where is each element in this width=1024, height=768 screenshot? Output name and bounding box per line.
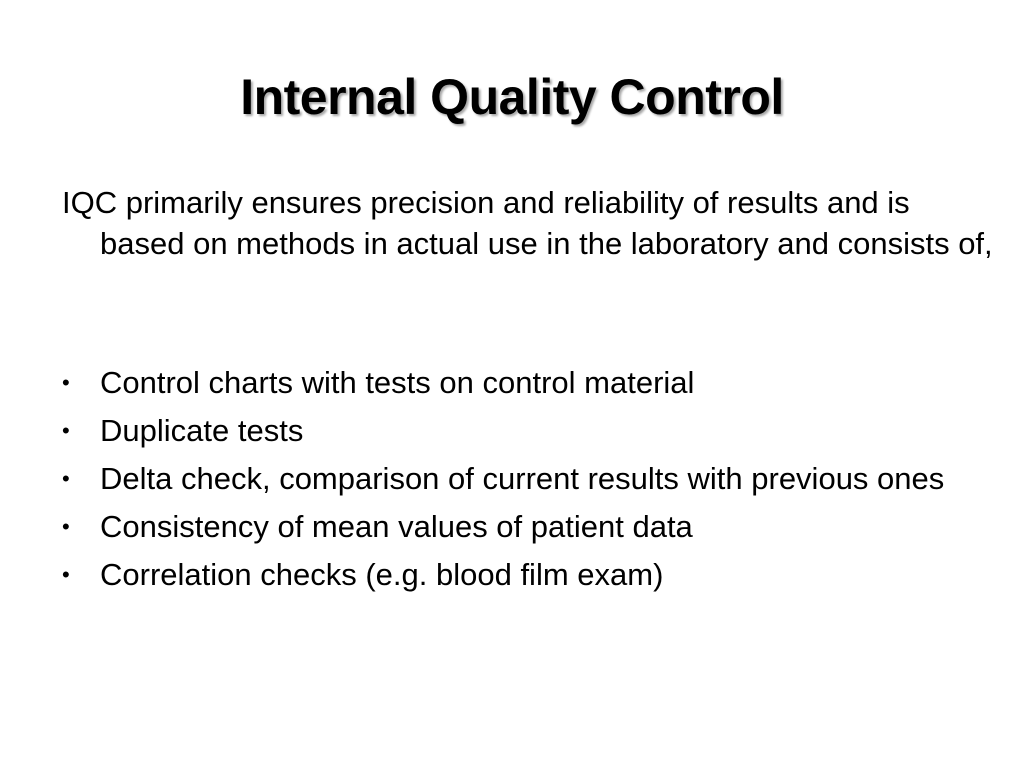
bullet-icon: •: [62, 370, 70, 395]
intro-paragraph: IQC primarily ensures precision and reliability of results and is based on methods in actual use in the laboratory and consists of,: [62, 185, 993, 261]
bullet-item: [62, 508, 962, 546]
bullet-icon: •: [62, 466, 70, 491]
bullet-icon: •: [62, 418, 70, 443]
bullet-item: [62, 364, 962, 402]
slide-title: Internal Quality Control: [240, 69, 784, 125]
bullet-item: [62, 556, 962, 594]
bullet-text: Control charts with tests on control material: [100, 365, 695, 400]
bullet-icon: •: [62, 514, 70, 539]
bullet-text: Consistency of mean values of patient data: [100, 509, 693, 544]
bullet-item: [62, 412, 962, 450]
bullet-item: [62, 460, 962, 498]
bullet-icon: •: [62, 562, 70, 587]
bullet-text: Duplicate tests: [100, 413, 304, 448]
bullet-text: Correlation checks (e.g. blood film exam): [100, 557, 664, 592]
bullet-list: [62, 364, 962, 604]
bullet-text: Delta check, comparison of current results with previous ones: [100, 461, 945, 496]
